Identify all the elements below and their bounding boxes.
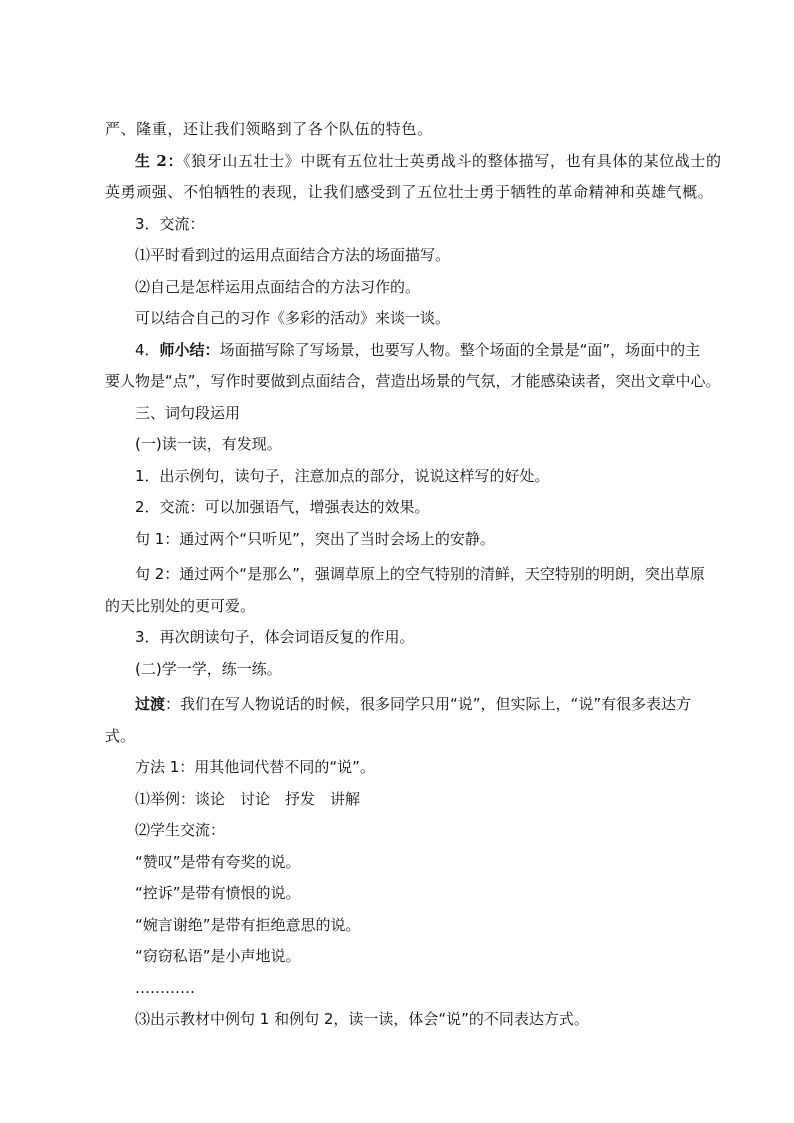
paragraph-line: 要人物是“点”，写作时要做到点面结合，营造出场景的气氛，才能感染读者，突出文章中心。	[105, 372, 721, 390]
subsection-heading: (一)读一读，有发现。	[135, 435, 282, 453]
paragraph-text: 场面描写除了写场景，也要写人物。整个场面的全景是“面”，场面中的主	[219, 340, 701, 359]
transition-label: 过渡	[135, 695, 166, 713]
list-item: ⑴举例：谈论 讨论 抒发 讲解	[135, 789, 361, 808]
paragraph-line: 严、隆重，还让我们领略到了各个队伍的特色。	[105, 120, 433, 138]
summary-label: 师小结：	[159, 340, 220, 359]
paragraph-line: 式。	[105, 726, 136, 745]
paragraph-line: “窃窃私语”是小声地说。	[135, 947, 301, 965]
list-item: ⑵自己是怎样运用点面结合的方法习作的。	[135, 277, 421, 296]
paragraph-line	[105, 689, 690, 721]
list-item: 1．出示例句，读句子，注意加点的部分，说说这样写的好处。	[135, 466, 550, 485]
paragraph-line: 可以结合自己的习作《多彩的活动》来谈一谈。	[135, 309, 451, 327]
ellipsis: …………	[135, 978, 195, 997]
step-number: 4．	[135, 340, 160, 359]
list-item: ⑴平时看到过的运用点面结合方法的场面描写。	[135, 246, 451, 264]
list-item: 2．交流：可以加强语气，增强表达的效果。	[135, 498, 430, 516]
method-heading: 方法 1：用其他词代替不同的“说”。	[135, 758, 375, 776]
step-heading: 3．交流：	[135, 214, 205, 233]
paragraph-line: “赞叹”是带有夸奖的说。	[135, 852, 301, 871]
paragraph-text: ：我们在写人物说话的时候，很多同学只用“说”，但实际上，“说”有很多表达方	[165, 695, 692, 713]
subsection-heading: (二)学一学，练一练。	[135, 659, 282, 678]
paragraph-line	[105, 146, 722, 178]
paragraph-line: “婉言谢绝”是带有拒绝意思的说。	[135, 915, 361, 934]
speaker-label: 生 2：	[135, 151, 184, 170]
paragraph-line: 的天比别处的更可爱。	[105, 596, 256, 615]
paragraph-text: 《狼牙山五壮士》中既有五位壮士英勇战斗的整体描写，也有具体的某位战士的	[183, 151, 722, 170]
paragraph-line: 句 1：通过两个“只听见”，突出了当时会场上的安静。	[135, 529, 495, 548]
list-item: 3．再次朗读句子，体会词语反复的作用。	[135, 628, 415, 646]
list-item: ⑶出示教材中例句 1 和例句 2，读一读，体会“说”的不同表达方式。	[135, 1010, 589, 1028]
paragraph-line	[105, 335, 701, 367]
paragraph-line: 句 2：通过两个“是那么”，强调草原上的空气特别的清鲜，天空特别的明朗，突出草原	[135, 565, 705, 583]
list-item: ⑵学生交流：	[135, 821, 226, 839]
paragraph-line: 英勇顽强、不怕牺牲的表现，让我们感受到了五位壮士勇于牺牲的革命精神和英雄气概。	[105, 183, 714, 201]
document-body	[105, 114, 722, 1036]
section-heading: 三、词句段运用	[135, 403, 241, 422]
paragraph-line: “控诉”是带有愤恨的说。	[135, 884, 301, 902]
